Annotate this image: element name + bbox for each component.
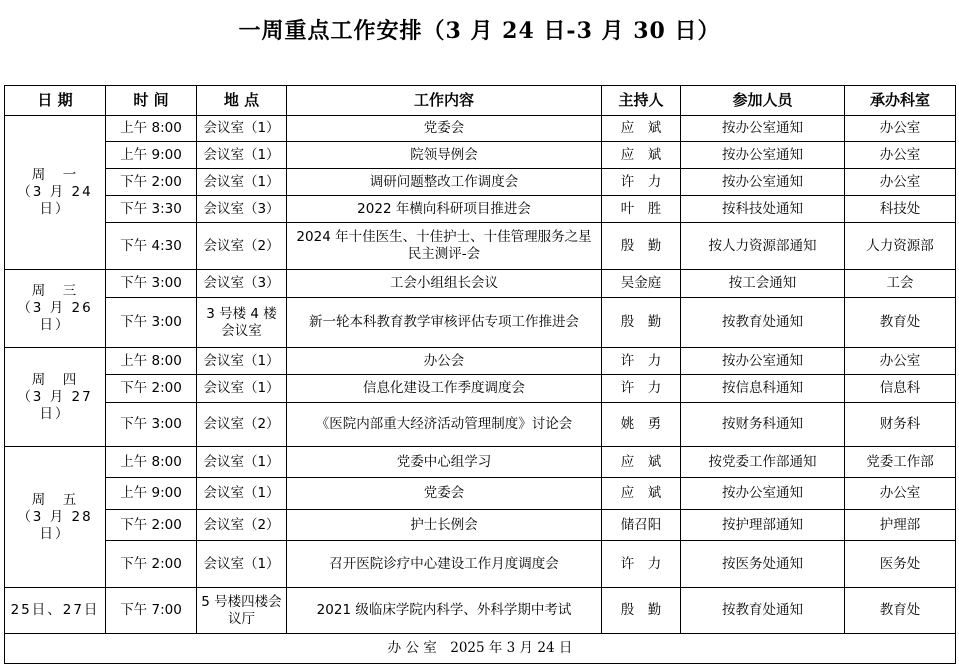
table-row <box>5 348 956 375</box>
attendees-cell: 按工会通知 <box>681 270 845 298</box>
day-name: 周 三 <box>31 283 79 299</box>
content-cell: 2021 级临床学院内科学、外科学期中考试 <box>287 588 602 634</box>
time-cell: 上午 8:00 <box>106 447 197 478</box>
day-cell <box>5 270 106 348</box>
header-place: 地 点 <box>197 86 287 116</box>
content-cell: 党委会 <box>287 478 602 510</box>
attendees-cell: 按办公室通知 <box>681 348 845 375</box>
table-row <box>5 447 956 478</box>
place-cell: 会议室（2） <box>197 403 287 447</box>
time-cell: 下午 7:00 <box>106 588 197 634</box>
host-cell: 吴金庭 <box>602 270 681 298</box>
dept-cell: 人力资源部 <box>845 223 956 270</box>
dept-cell: 护理部 <box>845 510 956 541</box>
time-cell: 下午 2:00 <box>106 169 197 196</box>
table-row <box>5 169 956 196</box>
day-date: （3 月 26 日） <box>17 300 93 333</box>
attendees-cell: 按财务科通知 <box>681 403 845 447</box>
table-row <box>5 270 956 298</box>
attendees-cell: 按党委工作部通知 <box>681 447 845 478</box>
time-cell: 下午 3:00 <box>106 403 197 447</box>
dept-cell: 教育处 <box>845 588 956 634</box>
dept-cell: 信息科 <box>845 375 956 403</box>
content-cell: 新一轮本科教育教学审核评估专项工作推进会 <box>287 298 602 348</box>
attendees-cell: 按医务处通知 <box>681 541 845 588</box>
dept-cell: 医务处 <box>845 541 956 588</box>
host-cell: 许 力 <box>602 541 681 588</box>
table-row <box>5 510 956 541</box>
dept-cell: 教育处 <box>845 298 956 348</box>
content-cell: 《医院内部重大经济活动管理制度》讨论会 <box>287 403 602 447</box>
day-name: 周 四 <box>31 371 79 388</box>
host-cell: 应 斌 <box>602 478 681 510</box>
dept-cell: 办公室 <box>845 478 956 510</box>
place-cell: 会议室（2） <box>197 510 287 541</box>
day-name: 25日、27日 <box>10 602 100 618</box>
content-cell: 召开医院诊疗中心建设工作月度调度会 <box>287 541 602 588</box>
table-row <box>5 403 956 447</box>
dept-cell: 办公室 <box>845 348 956 375</box>
place-cell: 会议室（3） <box>197 196 287 223</box>
place-cell: 会议室（3） <box>197 270 287 298</box>
attendees-cell: 按办公室通知 <box>681 142 845 169</box>
time-cell: 下午 2:00 <box>106 375 197 403</box>
host-cell: 殷 勤 <box>602 223 681 270</box>
day-name: 周 五 <box>31 491 79 508</box>
table-row <box>5 541 956 588</box>
header-time: 时 间 <box>106 86 197 116</box>
dept-cell: 党委工作部 <box>845 447 956 478</box>
time-cell: 下午 3:30 <box>106 196 197 223</box>
place-cell: 会议室（2） <box>197 223 287 270</box>
schedule-table <box>4 85 956 664</box>
content-cell: 院领导例会 <box>287 142 602 169</box>
place-cell: 会议室（1） <box>197 142 287 169</box>
day-cell <box>5 588 106 634</box>
dept-cell: 办公室 <box>845 169 956 196</box>
host-cell: 储召阳 <box>602 510 681 541</box>
header-row <box>5 86 956 116</box>
content-cell: 党委中心组学习 <box>287 447 602 478</box>
place-cell: 会议室（1） <box>197 169 287 196</box>
time-cell: 上午 9:00 <box>106 142 197 169</box>
place-cell: 会议室（1） <box>197 447 287 478</box>
day-date: （3 月 28 日） <box>17 508 93 542</box>
content-cell: 2022 年横向科研项目推进会 <box>287 196 602 223</box>
place-cell: 会议室（1） <box>197 116 287 142</box>
dept-cell: 办公室 <box>845 142 956 169</box>
dept-cell: 财务科 <box>845 403 956 447</box>
content-cell: 信息化建设工作季度调度会 <box>287 375 602 403</box>
host-cell: 应 斌 <box>602 142 681 169</box>
content-cell: 党委会 <box>287 116 602 142</box>
place-cell: 会议室（1） <box>197 478 287 510</box>
content-cell: 调研问题整改工作调度会 <box>287 169 602 196</box>
attendees-cell: 按办公室通知 <box>681 478 845 510</box>
content-cell: 2024 年十佳医生、十佳护士、十佳管理服务之星民主测评-会 <box>287 223 602 270</box>
time-cell: 上午 8:00 <box>106 116 197 142</box>
host-cell: 许 力 <box>602 348 681 375</box>
table-row <box>5 298 956 348</box>
table-row <box>5 588 956 634</box>
day-cell <box>5 116 106 270</box>
content-cell: 工会小组组长会议 <box>287 270 602 298</box>
attendees-cell: 按人力资源部通知 <box>681 223 845 270</box>
host-cell: 应 斌 <box>602 447 681 478</box>
table-row <box>5 375 956 403</box>
time-cell: 下午 2:00 <box>106 541 197 588</box>
place-cell: 会议室（1） <box>197 348 287 375</box>
host-cell: 殷 勤 <box>602 298 681 348</box>
dept-cell: 科技处 <box>845 196 956 223</box>
place-cell: 5 号楼四楼会议厅 <box>197 588 287 634</box>
dept-cell: 办公室 <box>845 116 956 142</box>
attendees-cell: 按科技处通知 <box>681 196 845 223</box>
footer-signature: 办 公 室 2025 年 3 月 24 日 <box>5 634 956 664</box>
day-cell <box>5 447 106 588</box>
time-cell: 上午 9:00 <box>106 478 197 510</box>
time-cell: 下午 3:00 <box>106 298 197 348</box>
header-attendees: 参加人员 <box>681 86 845 116</box>
attendees-cell: 按护理部通知 <box>681 510 845 541</box>
time-cell: 下午 4:30 <box>106 223 197 270</box>
page-title: 一周重点工作安排（3 月 24 日-3 月 30 日） <box>238 18 721 44</box>
table-row <box>5 116 956 142</box>
header-content: 工作内容 <box>287 86 602 116</box>
host-cell: 应 斌 <box>602 116 681 142</box>
header-date: 日 期 <box>5 86 106 116</box>
attendees-cell: 按办公室通知 <box>681 169 845 196</box>
table-row <box>5 196 956 223</box>
time-cell: 下午 3:00 <box>106 270 197 298</box>
day-name: 周 一 <box>31 167 79 183</box>
table-row <box>5 142 956 169</box>
place-cell: 会议室（1） <box>197 375 287 403</box>
content-cell: 办公会 <box>287 348 602 375</box>
attendees-cell: 按教育处通知 <box>681 298 845 348</box>
host-cell: 许 力 <box>602 375 681 403</box>
table-row <box>5 478 956 510</box>
host-cell: 殷 勤 <box>602 588 681 634</box>
header-dept: 承办科室 <box>845 86 956 116</box>
header-host: 主持人 <box>602 86 681 116</box>
time-cell: 上午 8:00 <box>106 348 197 375</box>
day-date: （3 月 27 日） <box>17 388 93 422</box>
footer-row <box>5 634 956 664</box>
day-date: （3 月 24 日） <box>17 184 93 217</box>
attendees-cell: 按教育处通知 <box>681 588 845 634</box>
table-row <box>5 223 956 270</box>
dept-cell: 工会 <box>845 270 956 298</box>
content-cell: 护士长例会 <box>287 510 602 541</box>
host-cell: 叶 胜 <box>602 196 681 223</box>
day-cell <box>5 348 106 447</box>
attendees-cell: 按办公室通知 <box>681 116 845 142</box>
host-cell: 姚 勇 <box>602 403 681 447</box>
host-cell: 许 力 <box>602 169 681 196</box>
place-cell: 3 号楼 4 楼会议室 <box>197 298 287 348</box>
place-cell: 会议室（1） <box>197 541 287 588</box>
time-cell: 下午 2:00 <box>106 510 197 541</box>
attendees-cell: 按信息科通知 <box>681 375 845 403</box>
